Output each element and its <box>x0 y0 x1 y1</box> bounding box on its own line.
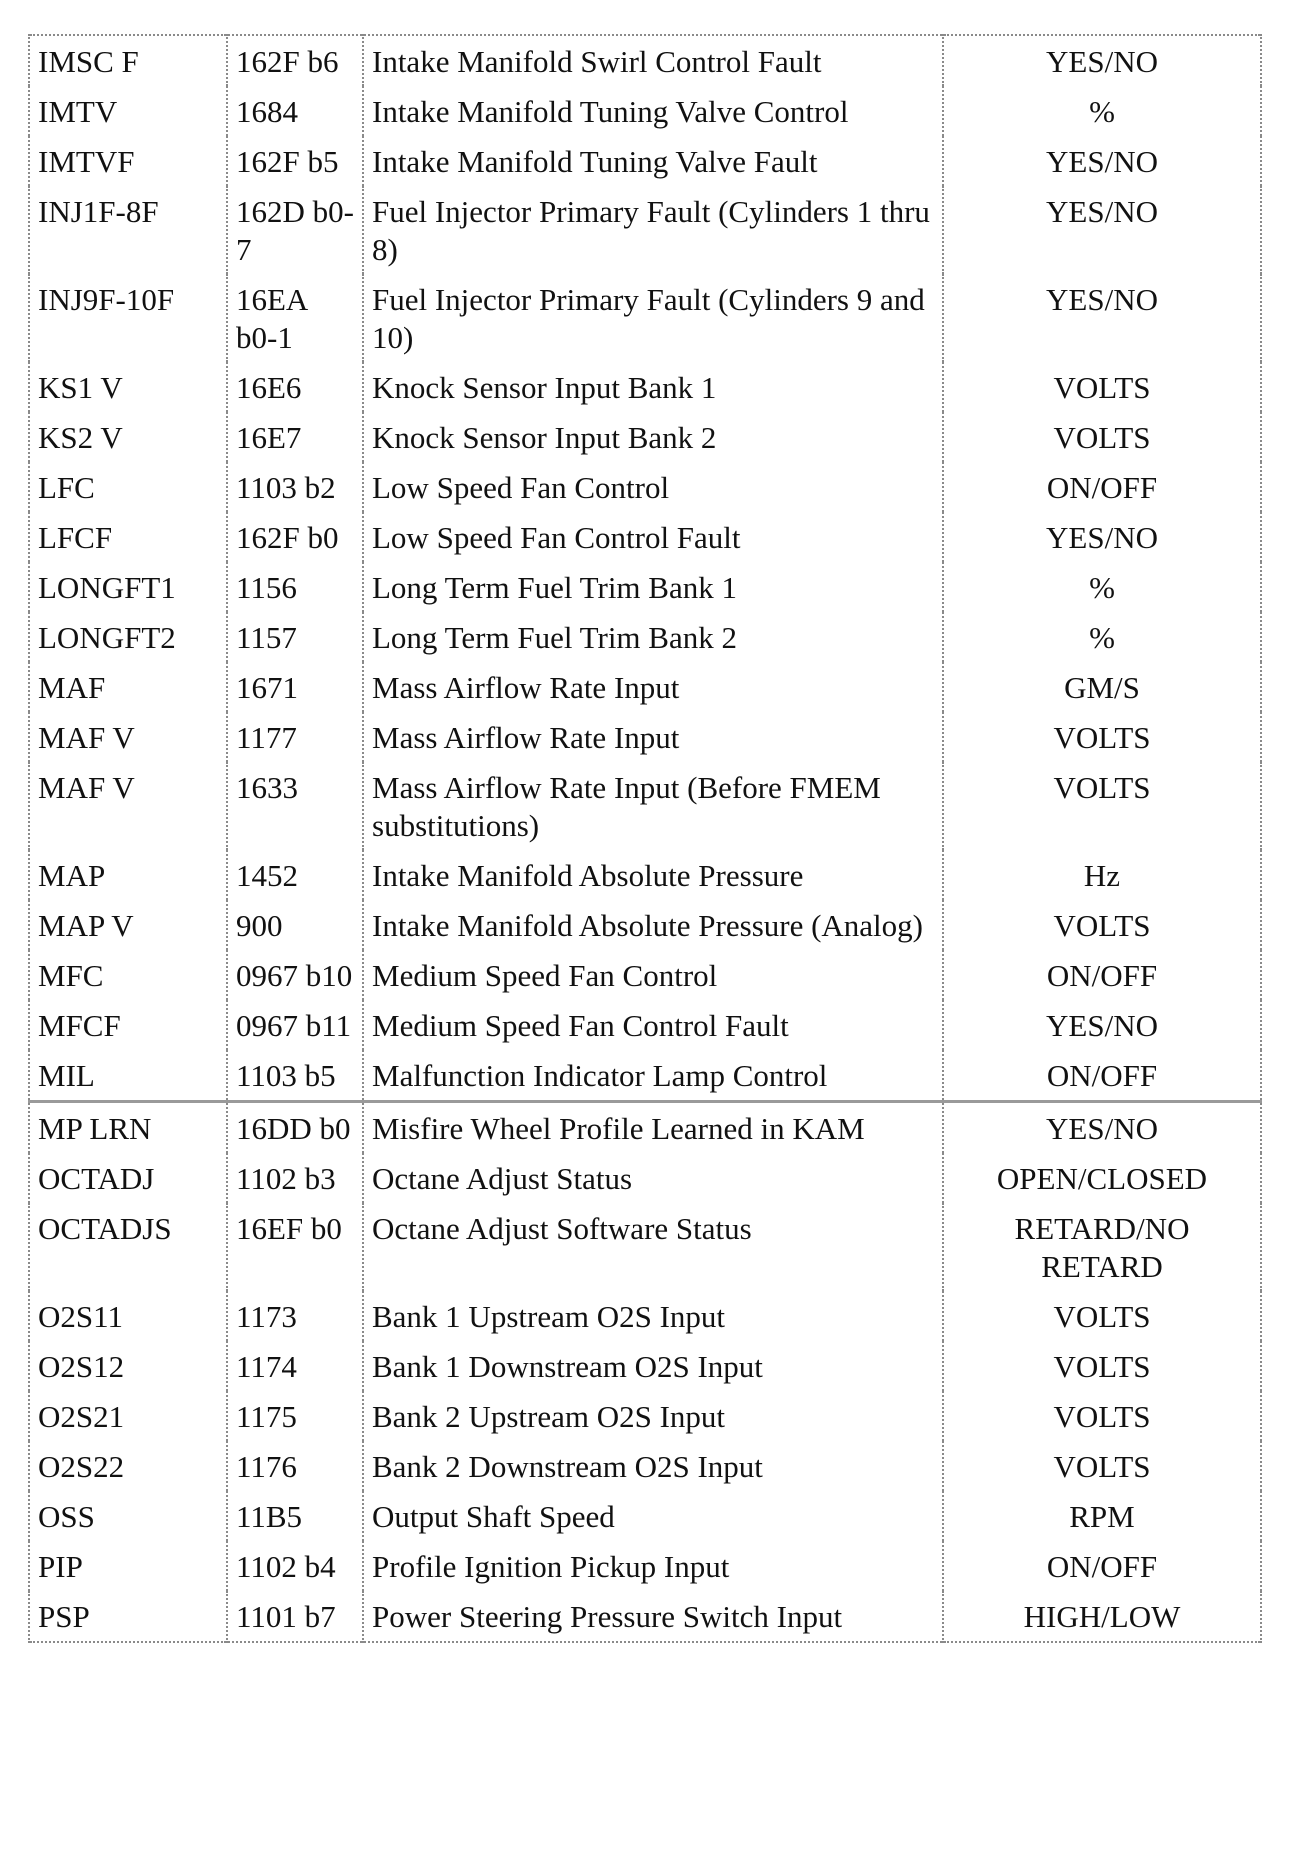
cell-pid: 1176 <box>227 1441 363 1491</box>
cell-description: Long Term Fuel Trim Bank 2 <box>363 612 943 662</box>
cell-abbreviation: MAF V <box>29 762 227 850</box>
cell-units: YES/NO <box>943 186 1261 274</box>
table-row <box>29 562 1261 612</box>
cell-description: Low Speed Fan Control Fault <box>363 512 943 562</box>
cell-description: Bank 1 Upstream O2S Input <box>363 1291 943 1341</box>
cell-description: Long Term Fuel Trim Bank 1 <box>363 562 943 612</box>
table-row <box>29 950 1261 1000</box>
cell-description: Power Steering Pressure Switch Input <box>363 1591 943 1642</box>
cell-units: RETARD/NO RETARD <box>943 1203 1261 1291</box>
table-row <box>29 1050 1261 1102</box>
cell-description: Low Speed Fan Control <box>363 462 943 512</box>
table-row <box>29 1391 1261 1441</box>
cell-pid: 16DD b0 <box>227 1102 363 1154</box>
table-row <box>29 86 1261 136</box>
cell-pid: 0967 b10 <box>227 950 363 1000</box>
pid-table <box>28 34 1262 1643</box>
cell-units: YES/NO <box>943 274 1261 362</box>
table-row <box>29 1441 1261 1491</box>
cell-pid: 1157 <box>227 612 363 662</box>
cell-abbreviation: MAF V <box>29 712 227 762</box>
cell-pid: 162F b0 <box>227 512 363 562</box>
cell-abbreviation: KS1 V <box>29 362 227 412</box>
cell-description: Bank 2 Downstream O2S Input <box>363 1441 943 1491</box>
cell-description: Malfunction Indicator Lamp Control <box>363 1050 943 1102</box>
cell-units: OPEN/CLOSED <box>943 1153 1261 1203</box>
cell-description: Fuel Injector Primary Fault (Cylinders 9 and 10) <box>363 274 943 362</box>
table-row <box>29 712 1261 762</box>
cell-units: ON/OFF <box>943 950 1261 1000</box>
cell-units: HIGH/LOW <box>943 1591 1261 1642</box>
table-row <box>29 1203 1261 1291</box>
cell-pid: 1103 b2 <box>227 462 363 512</box>
cell-units: ON/OFF <box>943 1541 1261 1591</box>
cell-abbreviation: MIL <box>29 1050 227 1102</box>
cell-units: YES/NO <box>943 512 1261 562</box>
cell-pid: 1102 b4 <box>227 1541 363 1591</box>
cell-abbreviation: IMTV <box>29 86 227 136</box>
table-section <box>29 35 1261 1102</box>
cell-pid: 1102 b3 <box>227 1153 363 1203</box>
table-row <box>29 762 1261 850</box>
table-row <box>29 362 1261 412</box>
cell-abbreviation: O2S12 <box>29 1341 227 1391</box>
cell-pid: 1101 b7 <box>227 1591 363 1642</box>
cell-pid: 16E6 <box>227 362 363 412</box>
cell-abbreviation: O2S21 <box>29 1391 227 1441</box>
table-row <box>29 1102 1261 1154</box>
cell-description: Medium Speed Fan Control Fault <box>363 1000 943 1050</box>
cell-abbreviation: MAF <box>29 662 227 712</box>
table-row <box>29 462 1261 512</box>
cell-abbreviation: PIP <box>29 1541 227 1591</box>
cell-units: VOLTS <box>943 1391 1261 1441</box>
table-row <box>29 35 1261 86</box>
cell-units: VOLTS <box>943 900 1261 950</box>
table-row <box>29 850 1261 900</box>
cell-units: VOLTS <box>943 362 1261 412</box>
cell-abbreviation: MP LRN <box>29 1102 227 1154</box>
cell-abbreviation: MFCF <box>29 1000 227 1050</box>
cell-description: Knock Sensor Input Bank 2 <box>363 412 943 462</box>
cell-pid: 162D b0-7 <box>227 186 363 274</box>
table-row <box>29 1541 1261 1591</box>
cell-abbreviation: OSS <box>29 1491 227 1541</box>
cell-abbreviation: OCTADJ <box>29 1153 227 1203</box>
cell-abbreviation: LONGFT2 <box>29 612 227 662</box>
cell-description: Intake Manifold Tuning Valve Fault <box>363 136 943 186</box>
cell-description: Output Shaft Speed <box>363 1491 943 1541</box>
cell-abbreviation: MAP <box>29 850 227 900</box>
cell-abbreviation: OCTADJS <box>29 1203 227 1291</box>
cell-pid: 1177 <box>227 712 363 762</box>
cell-pid: 16E7 <box>227 412 363 462</box>
cell-pid: 1175 <box>227 1391 363 1441</box>
cell-description: Mass Airflow Rate Input (Before FMEM substitutions) <box>363 762 943 850</box>
cell-units: ON/OFF <box>943 1050 1261 1102</box>
cell-abbreviation: MAP V <box>29 900 227 950</box>
cell-pid: 162F b5 <box>227 136 363 186</box>
cell-units: VOLTS <box>943 1441 1261 1491</box>
cell-abbreviation: MFC <box>29 950 227 1000</box>
cell-units: % <box>943 612 1261 662</box>
cell-units: GM/S <box>943 662 1261 712</box>
cell-abbreviation: IMTVF <box>29 136 227 186</box>
cell-units: VOLTS <box>943 712 1261 762</box>
cell-pid: 1174 <box>227 1341 363 1391</box>
cell-abbreviation: PSP <box>29 1591 227 1642</box>
table-row <box>29 1291 1261 1341</box>
cell-abbreviation: INJ1F-8F <box>29 186 227 274</box>
table-row <box>29 1000 1261 1050</box>
cell-abbreviation: LFC <box>29 462 227 512</box>
cell-description: Octane Adjust Software Status <box>363 1203 943 1291</box>
cell-pid: 1156 <box>227 562 363 612</box>
cell-description: Medium Speed Fan Control <box>363 950 943 1000</box>
table-row <box>29 1341 1261 1391</box>
table-section <box>29 1102 1261 1643</box>
table-row <box>29 512 1261 562</box>
cell-pid: 16EA b0-1 <box>227 274 363 362</box>
table-row <box>29 1591 1261 1642</box>
cell-pid: 1103 b5 <box>227 1050 363 1102</box>
cell-units: RPM <box>943 1491 1261 1541</box>
cell-units: % <box>943 562 1261 612</box>
cell-pid: 16EF b0 <box>227 1203 363 1291</box>
cell-abbreviation: O2S11 <box>29 1291 227 1341</box>
cell-units: Hz <box>943 850 1261 900</box>
table-row <box>29 900 1261 950</box>
table-row <box>29 662 1261 712</box>
cell-description: Mass Airflow Rate Input <box>363 712 943 762</box>
cell-description: Misfire Wheel Profile Learned in KAM <box>363 1102 943 1154</box>
table-row <box>29 612 1261 662</box>
cell-description: Fuel Injector Primary Fault (Cylinders 1 thru 8) <box>363 186 943 274</box>
cell-description: Mass Airflow Rate Input <box>363 662 943 712</box>
cell-pid: 1173 <box>227 1291 363 1341</box>
cell-units: YES/NO <box>943 136 1261 186</box>
cell-pid: 1452 <box>227 850 363 900</box>
cell-abbreviation: O2S22 <box>29 1441 227 1491</box>
cell-description: Intake Manifold Absolute Pressure <box>363 850 943 900</box>
cell-pid: 162F b6 <box>227 35 363 86</box>
cell-units: VOLTS <box>943 1291 1261 1341</box>
table-row <box>29 1153 1261 1203</box>
cell-pid: 1633 <box>227 762 363 850</box>
cell-units: VOLTS <box>943 762 1261 850</box>
cell-abbreviation: LONGFT1 <box>29 562 227 612</box>
table-row <box>29 186 1261 274</box>
table-row <box>29 1491 1261 1541</box>
cell-description: Bank 2 Upstream O2S Input <box>363 1391 943 1441</box>
cell-abbreviation: LFCF <box>29 512 227 562</box>
table-row <box>29 136 1261 186</box>
cell-units: VOLTS <box>943 1341 1261 1391</box>
cell-units: YES/NO <box>943 1000 1261 1050</box>
cell-abbreviation: IMSC F <box>29 35 227 86</box>
cell-pid: 0967 b11 <box>227 1000 363 1050</box>
cell-abbreviation: KS2 V <box>29 412 227 462</box>
cell-description: Intake Manifold Absolute Pressure (Analog) <box>363 900 943 950</box>
cell-units: VOLTS <box>943 412 1261 462</box>
cell-pid: 1684 <box>227 86 363 136</box>
pid-document <box>28 34 1260 1643</box>
cell-description: Profile Ignition Pickup Input <box>363 1541 943 1591</box>
cell-description: Intake Manifold Tuning Valve Control <box>363 86 943 136</box>
cell-units: ON/OFF <box>943 462 1261 512</box>
cell-description: Knock Sensor Input Bank 1 <box>363 362 943 412</box>
cell-units: YES/NO <box>943 1102 1261 1154</box>
table-row <box>29 274 1261 362</box>
cell-units: YES/NO <box>943 35 1261 86</box>
cell-description: Intake Manifold Swirl Control Fault <box>363 35 943 86</box>
cell-pid: 900 <box>227 900 363 950</box>
table-row <box>29 412 1261 462</box>
cell-description: Octane Adjust Status <box>363 1153 943 1203</box>
cell-abbreviation: INJ9F-10F <box>29 274 227 362</box>
cell-pid: 1671 <box>227 662 363 712</box>
cell-units: % <box>943 86 1261 136</box>
cell-description: Bank 1 Downstream O2S Input <box>363 1341 943 1391</box>
cell-pid: 11B5 <box>227 1491 363 1541</box>
